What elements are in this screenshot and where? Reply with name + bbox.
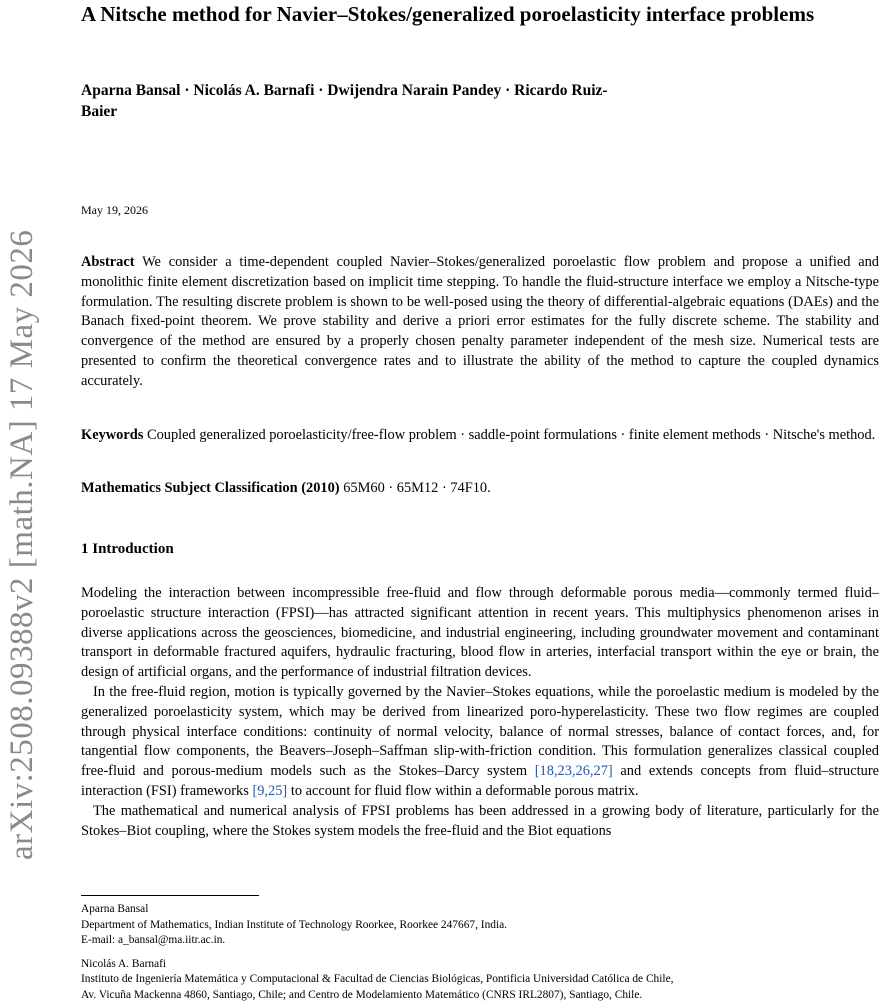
introduction-body: [81, 584, 879, 841]
affiliation-name: Nicolás A. Barnafi: [81, 957, 879, 973]
keywords-label: Keywords: [81, 427, 143, 443]
intro-paragraph-3: The mathematical and numerical analysis of FPSI problems has been addressed in a growing body of literature, particularly for the Stokes–Biot coupling, where the Stokes system models the free-fluid and the Biot equations: [81, 802, 879, 842]
keywords: [81, 426, 879, 446]
abstract: [81, 253, 879, 392]
author-list: Aparna Bansal · Nicolás A. Barnafi · Dwijendra Narain Pandey · Ricardo Ruiz-Baier: [81, 80, 641, 122]
intro-p2-text-b: and extends concepts from fluid–structure interaction (FSI) frameworks: [81, 763, 879, 799]
abstract-text: We consider a time-dependent coupled Navier–Stokes/generalized poroelastic flow problem and propose a unified and monolithic finite element discretization based on implicit time stepping. To handle the fluid-structure interface we employ a Nitsche-type formulation. The resulting discrete problem is shown to be well-posed using the theory of differential-algebraic equations (DAEs) and the Banach fixed-point theorem. We prove stability and derive a priori error estimates for the fully discrete scheme. The stability and convergence of the method are ensured by a properly chosen penalty parameter independent of the mesh size. Numerical tests are presented to confirm the theoretical convergence rates and to illustrate the ability of the method to capture the coupled dynamics accurately.: [81, 254, 879, 389]
subject-classification: [81, 479, 879, 499]
citation-link[interactable]: [18,23,26,27]: [535, 763, 613, 779]
affiliation-line: Department of Mathematics, Indian Institute of Technology Roorkee, Roorkee 247667, India.: [81, 918, 879, 934]
footnote-divider: [81, 895, 259, 896]
arxiv-identifier-stamp: [0, 230, 52, 860]
section-heading-introduction: 1 Introduction: [81, 541, 174, 558]
intro-p2-text-c: to account for fluid flow within a deformable porous matrix.: [287, 783, 638, 799]
intro-paragraph-2: [81, 683, 879, 802]
msc-text: 65M60 · 65M12 · 74F10.: [343, 480, 491, 496]
citation-link[interactable]: [9,25]: [252, 783, 287, 799]
arxiv-identifier-text: arXiv:2508.09388v2 [math.NA] 17 May 2026: [4, 230, 41, 860]
intro-paragraph-1: Modeling the interaction between incompressible free-fluid and flow through deformable porous media—commonly termed fluid–poroelastic structure interaction (FPSI)—has attracted significant attention in recent years. This multiphysics phenomenon arises in diverse applications across the geosciences, biomedicine, and industrial engineering, including groundwater movement and contaminant transport in deformable fractured aquifers, hydraulic fracturing, blood flow in arteries, interfacial transport within the eye or brain, the design of artificial organs, and the performance of industrial filtration devices.: [81, 584, 879, 683]
affiliation-line: Av. Vicuña Mackenna 4860, Santiago, Chile; and Centro de Modelamiento Matemático (CNRS IRL2807), Santiago, Chile.: [81, 988, 879, 1003]
affiliation-block: [81, 957, 879, 1003]
publication-date: May 19, 2026: [81, 203, 148, 218]
affiliation-name: Aparna Bansal: [81, 902, 879, 918]
intro-p2-text-a: In the free-fluid region, motion is typically governed by the Navier–Stokes equations, while the poroelastic medium is modeled by the generalized poroelasticity system, which may be derived from linearized poro-hyperelasticity. These two flow regimes are coupled through physical interface conditions: continuity of normal velocity, balance of normal stresses, balance of contact forces, and, for tangential flow components, the Beavers–Joseph–Saffman slip-with-friction condition. This formulation generalizes classical coupled free-fluid and porous-medium models such as the Stokes–Darcy system: [81, 684, 879, 779]
msc-label: Mathematics Subject Classification (2010): [81, 480, 340, 496]
author-affiliations: [81, 902, 879, 1003]
affiliation-block: [81, 902, 879, 949]
abstract-label: Abstract: [81, 254, 135, 270]
affiliation-line: Instituto de Ingeniería Matemática y Computacional & Facultad de Ciencias Biológicas, Pontificia Universidad Católica de Chile,: [81, 972, 879, 988]
keywords-text: Coupled generalized poroelasticity/free-flow problem · saddle-point formulations · finite element methods · Nitsche's method.: [147, 427, 875, 443]
affiliation-email: E-mail: a_bansal@ma.iitr.ac.in.: [81, 933, 879, 949]
paper-title: A Nitsche method for Navier–Stokes/generalized poroelasticity interface problems: [81, 2, 879, 26]
